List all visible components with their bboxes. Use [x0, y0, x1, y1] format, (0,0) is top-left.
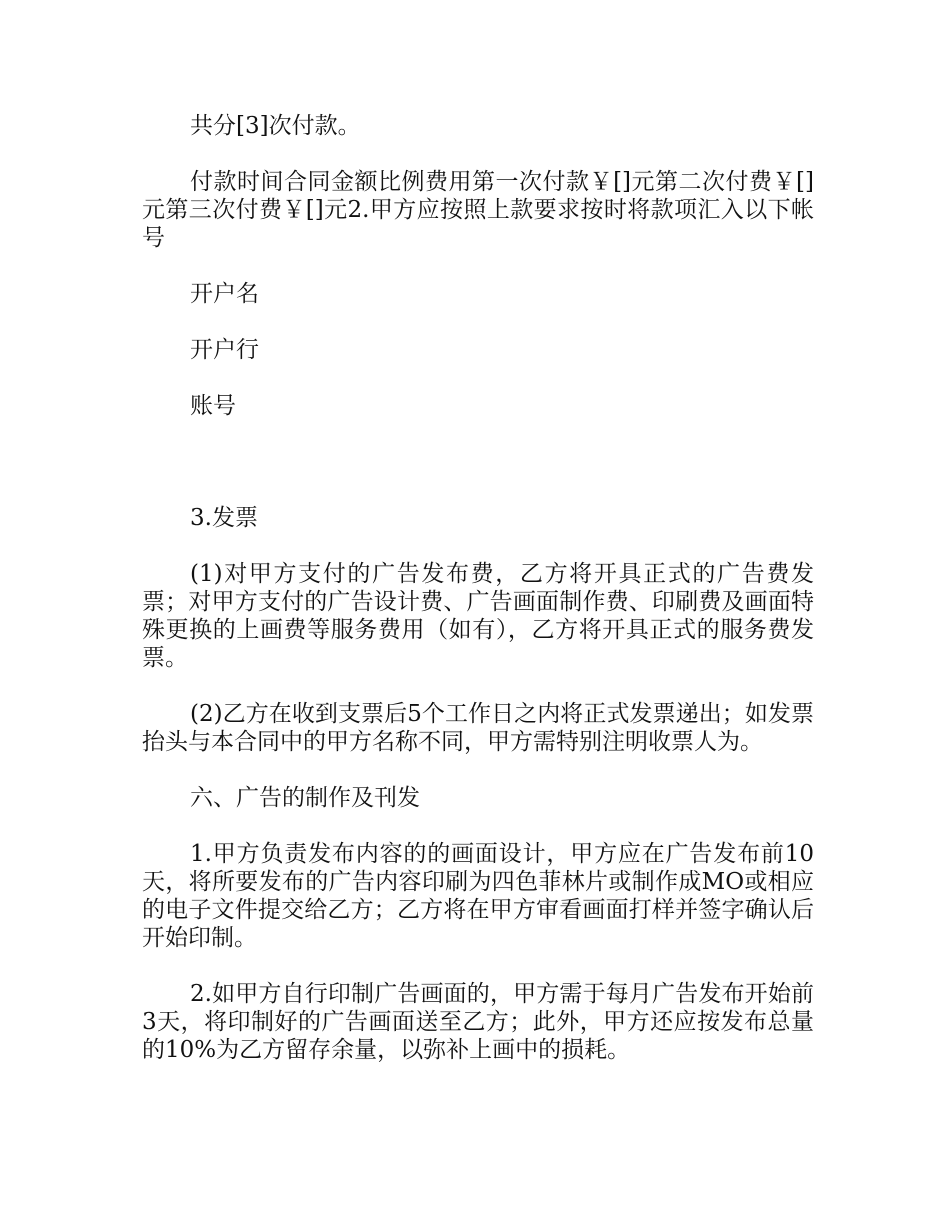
section-heading-production: 六、广告的制作及刊发	[190, 785, 420, 811]
paragraph-account-name: 开户名	[190, 281, 259, 307]
paragraph-invoice-1: (1)对甲方支付的广告发布费，乙方将开具正式的广告费发票；对甲方支付的广告设计费、广告画面制作费、印刷费及画面特殊更换的上画费等服务费用（如有），乙方将开具正式的服务费发票。	[142, 561, 814, 671]
paragraph-installments: 共分[3]次付款。	[190, 113, 361, 139]
paragraph-invoice-2: (2)乙方在收到支票后5个工作日之内将正式发票递出；如发票抬头与本合同中的甲方名称不同，甲方需特别注明收票人为。	[142, 701, 814, 755]
paragraph-payment-schedule: 付款时间合同金额比例费用第一次付款￥[]元第二次付费￥[]元第三次付费￥[]元2.甲方应按照上款要求按时将款项汇入以下帐号	[142, 169, 814, 251]
document-page	[142, 112, 814, 1064]
section-heading-invoice: 3.发票	[190, 505, 258, 531]
paragraph-production-2: 2.如甲方自行印制广告画面的，甲方需于每月广告发布开始前3天，将印制好的广告画面送至乙方；此外，甲方还应按发布总量的10%为乙方留存余量，以弥补上画中的损耗。	[142, 981, 814, 1063]
paragraph-account-number: 账号	[190, 393, 236, 419]
paragraph-bank: 开户行	[190, 337, 259, 363]
paragraph-production-1: 1.甲方负责发布内容的的画面设计，甲方应在广告发布前10天，将所要发布的广告内容印刷为四色菲林片或制作成MO或相应的电子文件提交给乙方；乙方将在甲方审看画面打样并签字确认后开始印制。	[142, 841, 814, 951]
